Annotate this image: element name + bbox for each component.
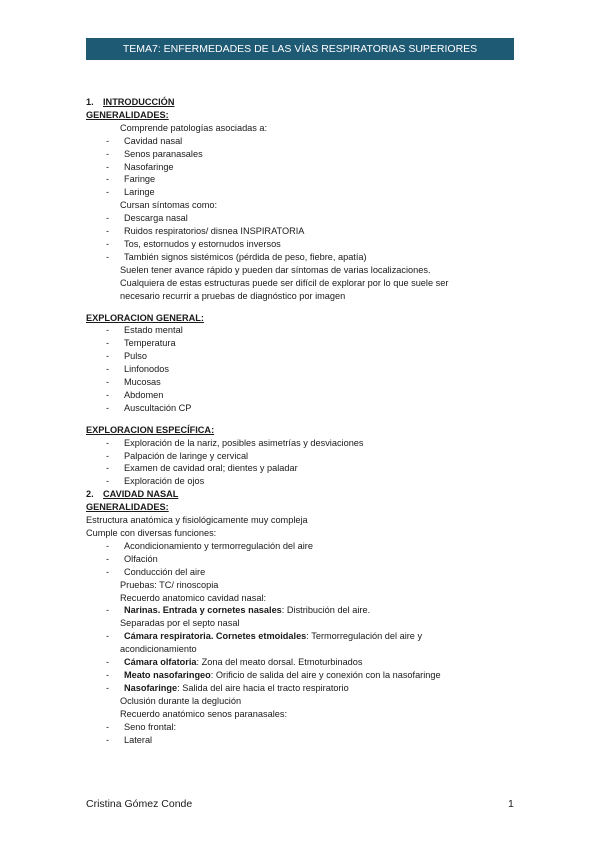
list-item: - Acondicionamiento y termorregulación del aire [106,540,313,551]
page-number: 1 [508,798,514,810]
list-item: - Lateral [106,734,153,745]
paragraph: Comprende patologías asociadas a: [120,122,268,133]
list-item: - Cavidad nasal [106,135,183,146]
paragraph: Cualquiera de estas estructuras puede ser difícil de explorar por lo que suele ser [120,277,449,288]
paragraph: Pruebas: TC/ rinoscopia [120,579,219,590]
paragraph: acondicionamiento [120,644,197,655]
subheading: EXPLORACION ESPECÍFICA: [86,424,215,435]
section-title: CAVIDAD NASAL [103,489,179,500]
list-item: - Laringe [106,187,155,198]
list-item: - Estado mental [106,325,183,336]
list-item: - Narinas. Entrada y cornetes nasales: Distribución del aire. [106,605,371,616]
section-number: 2. [86,489,94,500]
list-item: - Mucosas [106,377,161,388]
paragraph: Suelen tener avance rápido y pueden dar síntomas de varias localizaciones. [120,264,431,275]
footer-author: Cristina Gómez Conde [86,798,193,810]
list-item: - También signos sistémicos (pérdida de peso, fiebre, apatía) [106,251,367,262]
list-item: - Nasofaringe: Salida del aire hacia el tracto respiratorio [106,682,349,693]
list-item: - Ruidos respiratorios/ disnea INSPIRATORIA [106,226,305,237]
list-item: - Descarga nasal [106,213,188,224]
paragraph: Recuerdo anatómico senos paranasales: [120,708,288,719]
list-item: - Abdomen [106,389,164,400]
list-item: - Examen de cavidad oral; dientes y paladar [106,463,298,474]
list-item: - Cámara olfatoria: Zona del meato dorsal. Etmoturbinados [106,657,363,668]
list-item: - Nasofaringe [106,161,174,172]
list-item: - Cámara respiratoria. Cornetes etmoidales: Termorregulación del aire y [106,631,423,642]
list-item: - Exploración de ojos [106,476,205,487]
paragraph: Oclusión durante la deglución [120,695,242,706]
list-item: - Exploración de la nariz, posibles asimetrías y desviaciones [106,437,364,448]
list-item: - Pulso [106,351,147,362]
list-item: - Temperatura [106,338,176,349]
list-item: - Linfonodos [106,364,169,375]
paragraph: Separadas por el septo nasal [120,618,240,629]
subheading: GENERALIDADES: [86,109,169,120]
list-item: - Conducción del aire [106,566,206,577]
subheading: GENERALIDADES: [86,502,169,513]
header-banner [86,38,514,60]
list-item: - Seno frontal: [106,721,177,732]
paragraph: Estructura anatómica y fisiológicamente muy compleja [86,515,308,526]
list-item: - Tos, estornudos y estornudos inversos [106,238,281,249]
subheading: EXPLORACION GENERAL: [86,312,204,323]
page-content [86,96,516,746]
list-item: - Faringe [106,174,156,185]
document-title: TEMA7: ENFERMEDADES DE LAS VÍAS RESPIRATORIAS SUPERIORES [122,43,478,55]
section-title: INTRODUCCIÓN [103,97,175,107]
paragraph: Recuerdo anatomico cavidad nasal: [120,592,267,603]
section-number: 1. [86,97,94,107]
section-heading [86,488,516,501]
list-item: - Auscultación CP [106,402,192,413]
list-item: - Palpación de laringe y cervical [106,450,249,461]
list-item: - Meato nasofaringeo: Orificio de salida del aire y conexión con la nasofaringe [106,669,441,680]
list-item: - Senos paranasales [106,148,203,159]
section-heading [86,96,516,109]
list-item: - Olfación [106,553,158,564]
paragraph: Cumple con diversas funciones: [86,528,217,538]
paragraph: necesario recurrir a pruebas de diagnóstico por imagen [120,290,346,301]
paragraph: Cursan síntomas como: [120,200,218,211]
